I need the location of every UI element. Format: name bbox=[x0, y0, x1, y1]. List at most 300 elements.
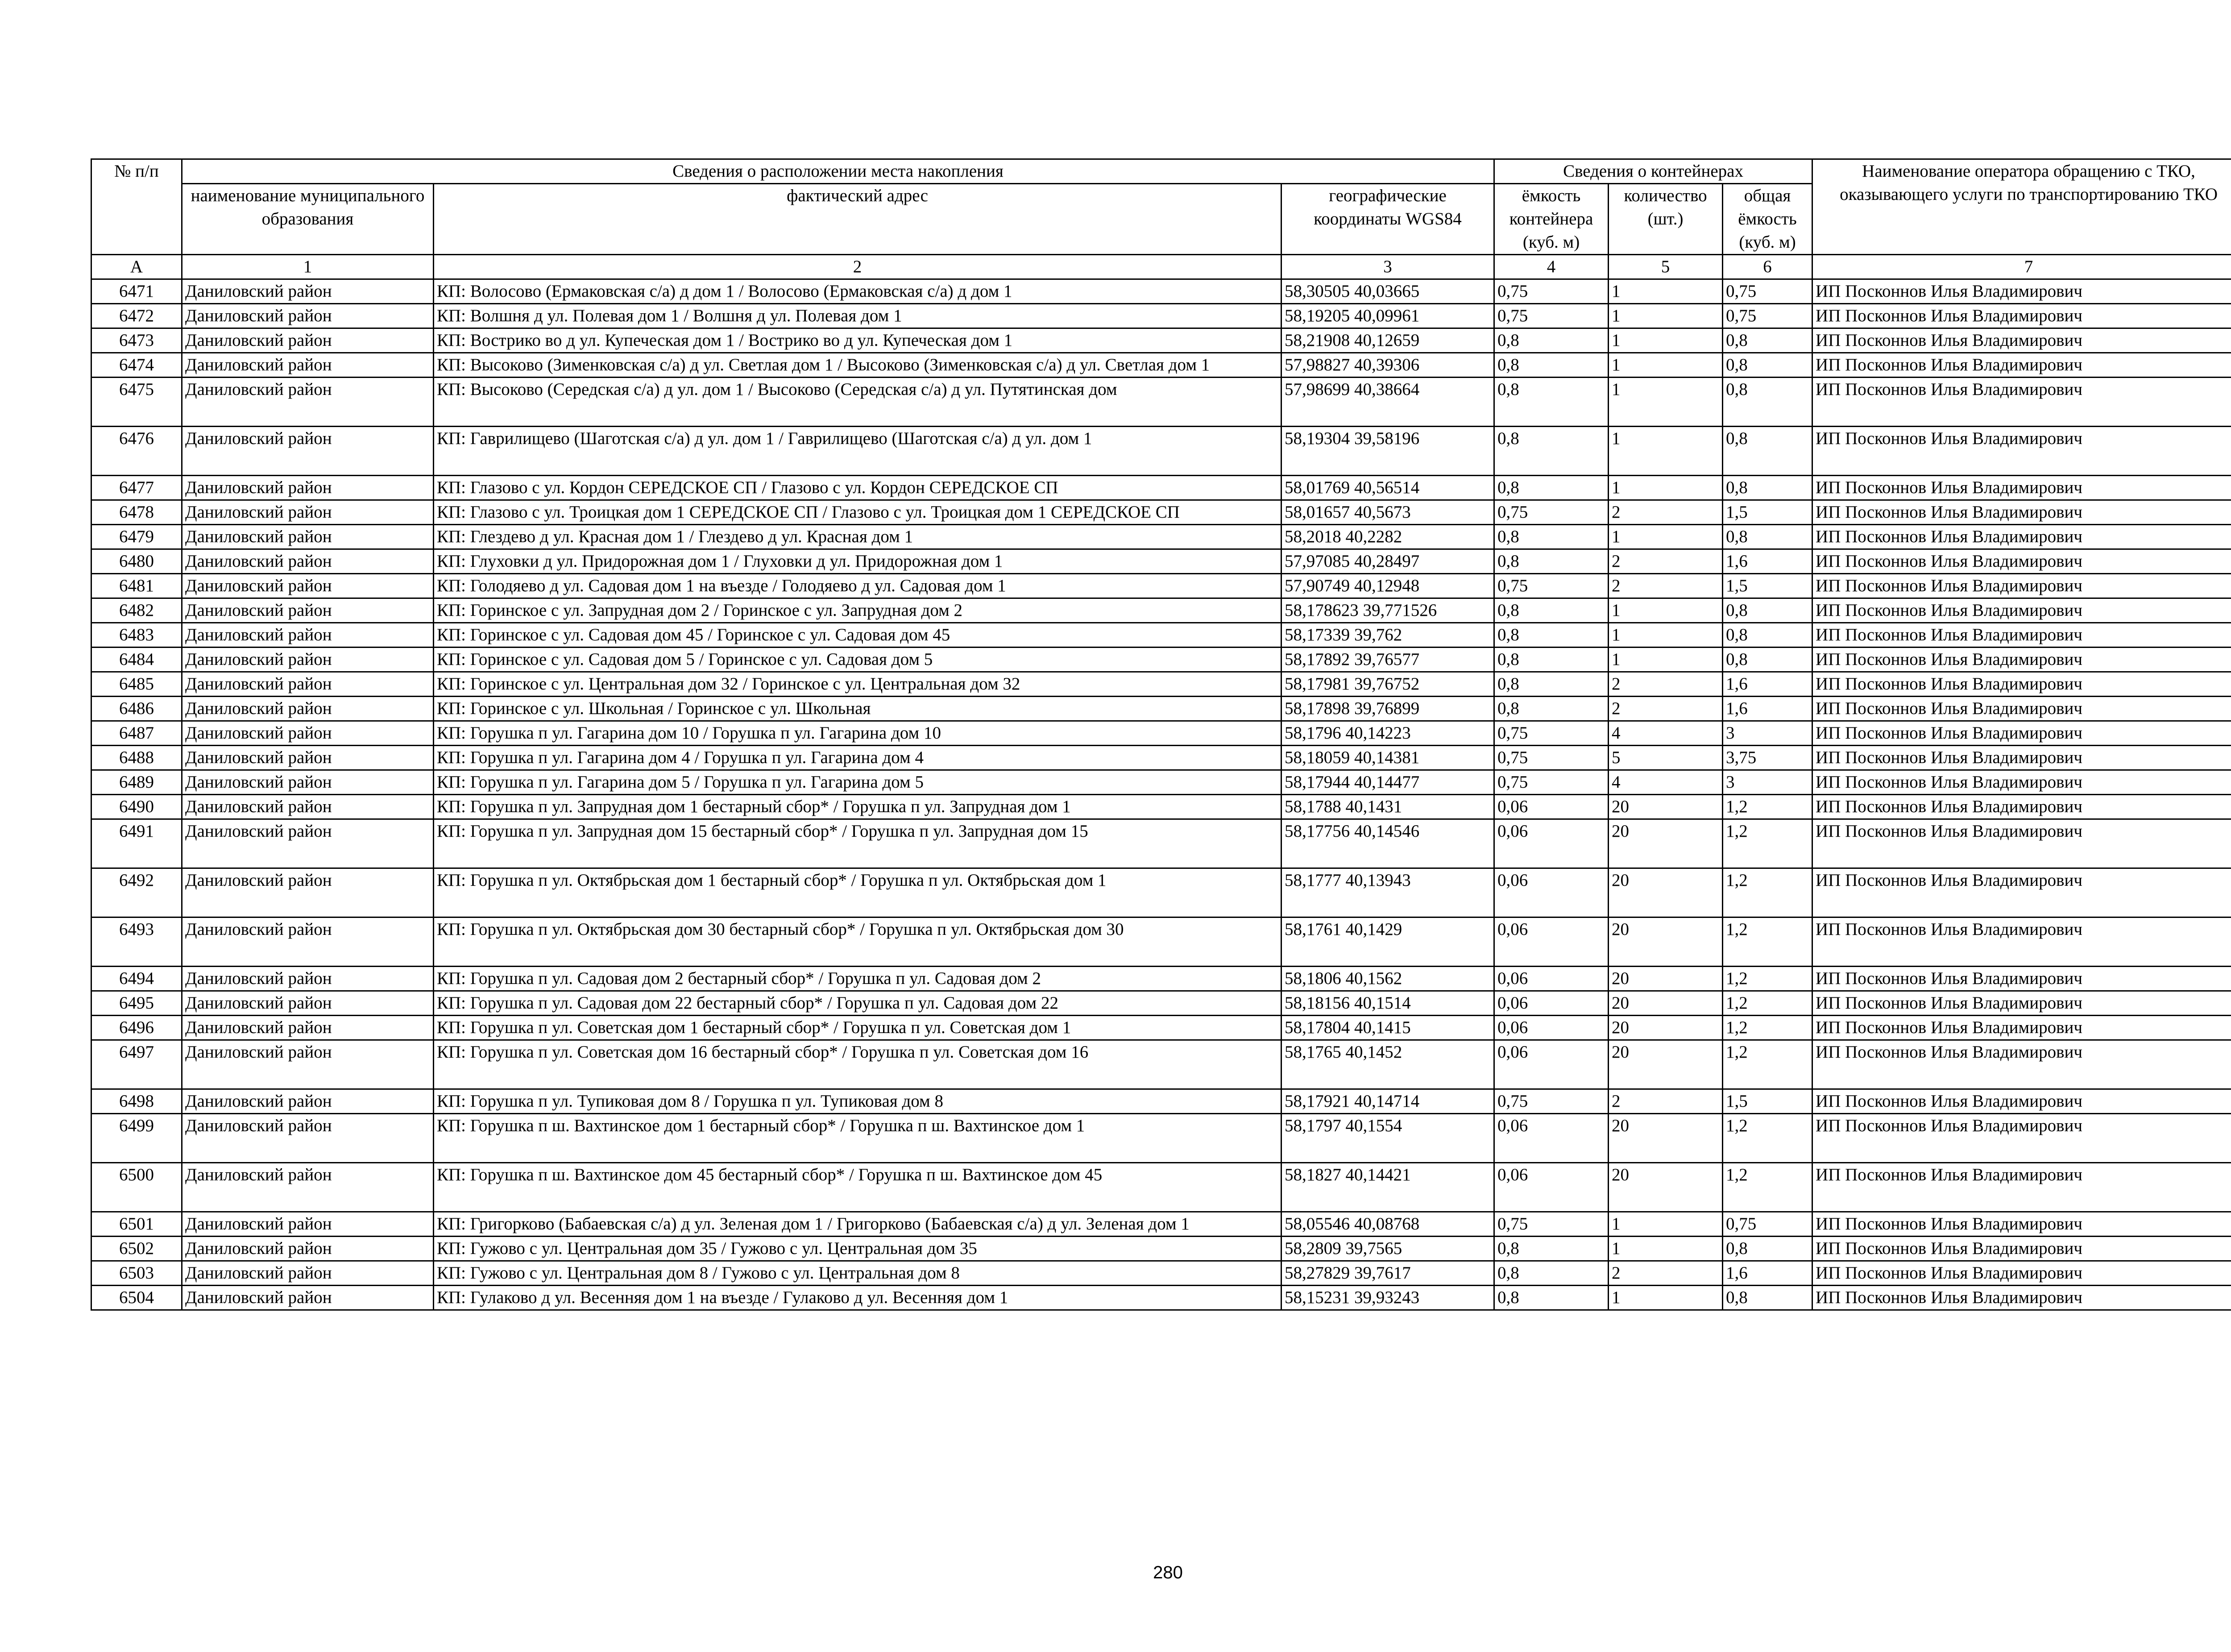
quantity-cell: 2 bbox=[1609, 500, 1723, 525]
total-capacity-cell: 0,75 bbox=[1723, 304, 1812, 328]
capacity-cell: 0,8 bbox=[1494, 1237, 1609, 1261]
total-capacity-cell: 1,2 bbox=[1723, 1114, 1812, 1163]
quantity-cell: 1 bbox=[1609, 353, 1723, 378]
capacity-cell: 0,75 bbox=[1494, 1212, 1609, 1237]
table-row bbox=[91, 623, 2231, 648]
address-cell: КП: Горинское с ул. Садовая дом 5 / Горинское с ул. Садовая дом 5 bbox=[434, 648, 1281, 672]
table-row bbox=[91, 328, 2231, 353]
capacity-cell: 0,8 bbox=[1494, 648, 1609, 672]
column-index: 6 bbox=[1723, 255, 1812, 279]
quantity-cell: 1 bbox=[1609, 525, 1723, 549]
row-number: 6471 bbox=[91, 279, 182, 304]
operator-cell: ИП Посконнов Илья Владимирович bbox=[1812, 697, 2231, 721]
operator-cell: ИП Посконнов Илья Владимирович bbox=[1812, 991, 2231, 1016]
capacity-cell: 0,75 bbox=[1494, 770, 1609, 795]
municipality-cell: Даниловский район bbox=[182, 1040, 434, 1089]
coordinates-cell: 58,2809 39,7565 bbox=[1281, 1237, 1494, 1261]
operator-cell: ИП Посконнов Илья Владимирович bbox=[1812, 770, 2231, 795]
coordinates-cell: 58,1796 40,14223 bbox=[1281, 721, 1494, 746]
operator-cell: ИП Посконнов Илья Владимирович bbox=[1812, 1016, 2231, 1040]
coordinates-cell: 58,1797 40,1554 bbox=[1281, 1114, 1494, 1163]
address-cell: КП: Горушка п ул. Гагарина дом 4 / Горушка п ул. Гагарина дом 4 bbox=[434, 746, 1281, 770]
quantity-cell: 2 bbox=[1609, 697, 1723, 721]
capacity-cell: 0,8 bbox=[1494, 476, 1609, 500]
address-cell: КП: Горушка п ул. Октябрьская дом 1 бестарный сбор* / Горушка п ул. Октябрьская дом 1 bbox=[434, 868, 1281, 917]
quantity-cell: 1 bbox=[1609, 304, 1723, 328]
column-index: 4 bbox=[1494, 255, 1609, 279]
address-cell: КП: Гужово с ул. Центральная дом 8 / Гужово с ул. Центральная дом 8 bbox=[434, 1261, 1281, 1286]
coordinates-cell: 58,05546 40,08768 bbox=[1281, 1212, 1494, 1237]
quantity-cell: 20 bbox=[1609, 1040, 1723, 1089]
table-row bbox=[91, 1261, 2231, 1286]
row-number: 6502 bbox=[91, 1237, 182, 1261]
municipality-cell: Даниловский район bbox=[182, 328, 434, 353]
total-capacity-cell: 3 bbox=[1723, 721, 1812, 746]
row-number: 6472 bbox=[91, 304, 182, 328]
row-number: 6476 bbox=[91, 427, 182, 476]
row-number: 6501 bbox=[91, 1212, 182, 1237]
total-capacity-cell: 1,2 bbox=[1723, 917, 1812, 967]
address-cell: КП: Горушка п ш. Вахтинское дом 1 бестарный сбор* / Горушка п ш. Вахтинское дом 1 bbox=[434, 1114, 1281, 1163]
municipality-cell: Даниловский район bbox=[182, 476, 434, 500]
address-cell: КП: Горинское с ул. Центральная дом 32 / Горинское с ул. Центральная дом 32 bbox=[434, 672, 1281, 697]
total-capacity-cell: 0,8 bbox=[1723, 623, 1812, 648]
capacity-cell: 0,75 bbox=[1494, 746, 1609, 770]
address-cell: КП: Глуховки д ул. Придорожная дом 1 / Глуховки д ул. Придорожная дом 1 bbox=[434, 549, 1281, 574]
row-number: 6482 bbox=[91, 598, 182, 623]
total-capacity-cell: 1,6 bbox=[1723, 697, 1812, 721]
municipality-cell: Даниловский район bbox=[182, 1163, 434, 1212]
quantity-cell: 1 bbox=[1609, 1212, 1723, 1237]
coordinates-cell: 58,01657 40,5673 bbox=[1281, 500, 1494, 525]
operator-cell: ИП Посконнов Илья Владимирович bbox=[1812, 1163, 2231, 1212]
quantity-cell: 20 bbox=[1609, 1114, 1723, 1163]
column-index: 3 bbox=[1281, 255, 1494, 279]
table-row bbox=[91, 353, 2231, 378]
coordinates-cell: 57,97085 40,28497 bbox=[1281, 549, 1494, 574]
address-cell: КП: Горушка п ул. Садовая дом 22 бестарный сбор* / Горушка п ул. Садовая дом 22 bbox=[434, 991, 1281, 1016]
header-row-1 bbox=[91, 159, 2231, 184]
total-capacity-cell: 0,75 bbox=[1723, 1212, 1812, 1237]
operator-cell: ИП Посконнов Илья Владимирович bbox=[1812, 328, 2231, 353]
address-cell: КП: Горушка п ул. Советская дом 1 бестарный сбор* / Горушка п ул. Советская дом 1 bbox=[434, 1016, 1281, 1040]
coordinates-cell: 58,19205 40,09961 bbox=[1281, 304, 1494, 328]
table-row bbox=[91, 500, 2231, 525]
coordinates-cell: 58,27829 39,7617 bbox=[1281, 1261, 1494, 1286]
address-cell: КП: Вострико во д ул. Купеческая дом 1 / Вострико во д ул. Купеческая дом 1 bbox=[434, 328, 1281, 353]
coordinates-cell: 58,18059 40,14381 bbox=[1281, 746, 1494, 770]
coordinates-cell: 58,2018 40,2282 bbox=[1281, 525, 1494, 549]
capacity-cell: 0,8 bbox=[1494, 672, 1609, 697]
table-row bbox=[91, 991, 2231, 1016]
table-row bbox=[91, 476, 2231, 500]
capacity-cell: 0,8 bbox=[1494, 697, 1609, 721]
municipality-cell: Даниловский район bbox=[182, 672, 434, 697]
quantity-cell: 1 bbox=[1609, 427, 1723, 476]
table-row bbox=[91, 378, 2231, 427]
coordinates-cell: 58,17921 40,14714 bbox=[1281, 1089, 1494, 1114]
capacity-cell: 0,06 bbox=[1494, 967, 1609, 991]
coordinates-cell: 58,18156 40,1514 bbox=[1281, 991, 1494, 1016]
municipality-cell: Даниловский район bbox=[182, 648, 434, 672]
municipality-cell: Даниловский район bbox=[182, 378, 434, 427]
operator-cell: ИП Посконнов Илья Владимирович bbox=[1812, 721, 2231, 746]
municipality-cell: Даниловский район bbox=[182, 598, 434, 623]
header-coords: географические координаты WGS84 bbox=[1281, 184, 1494, 255]
capacity-cell: 0,75 bbox=[1494, 574, 1609, 598]
capacity-cell: 0,06 bbox=[1494, 1016, 1609, 1040]
quantity-cell: 1 bbox=[1609, 476, 1723, 500]
operator-cell: ИП Посконнов Илья Владимирович bbox=[1812, 917, 2231, 967]
municipality-cell: Даниловский район bbox=[182, 721, 434, 746]
capacity-cell: 0,06 bbox=[1494, 795, 1609, 819]
operator-cell: ИП Посконнов Илья Владимирович bbox=[1812, 476, 2231, 500]
table-row bbox=[91, 770, 2231, 795]
municipality-cell: Даниловский район bbox=[182, 868, 434, 917]
quantity-cell: 5 bbox=[1609, 746, 1723, 770]
page-number: 280 bbox=[1153, 1563, 1183, 1582]
coordinates-cell: 58,17898 39,76899 bbox=[1281, 697, 1494, 721]
operator-cell: ИП Посконнов Илья Владимирович bbox=[1812, 598, 2231, 623]
municipality-cell: Даниловский район bbox=[182, 427, 434, 476]
operator-cell: ИП Посконнов Илья Владимирович bbox=[1812, 427, 2231, 476]
operator-cell: ИП Посконнов Илья Владимирович bbox=[1812, 500, 2231, 525]
coordinates-cell: 58,1827 40,14421 bbox=[1281, 1163, 1494, 1212]
capacity-cell: 0,8 bbox=[1494, 328, 1609, 353]
municipality-cell: Даниловский район bbox=[182, 795, 434, 819]
operator-cell: ИП Посконнов Илья Владимирович bbox=[1812, 1237, 2231, 1261]
capacity-cell: 0,06 bbox=[1494, 917, 1609, 967]
row-number: 6477 bbox=[91, 476, 182, 500]
operator-cell: ИП Посконнов Илья Владимирович bbox=[1812, 1212, 2231, 1237]
address-cell: КП: Горушка п ул. Тупиковая дом 8 / Горушка п ул. Тупиковая дом 8 bbox=[434, 1089, 1281, 1114]
table-row bbox=[91, 304, 2231, 328]
table-row bbox=[91, 549, 2231, 574]
quantity-cell: 4 bbox=[1609, 770, 1723, 795]
quantity-cell: 2 bbox=[1609, 549, 1723, 574]
row-number: 6491 bbox=[91, 819, 182, 868]
table-row bbox=[91, 1163, 2231, 1212]
municipality-cell: Даниловский район bbox=[182, 500, 434, 525]
coordinates-cell: 58,17981 39,76752 bbox=[1281, 672, 1494, 697]
row-number: 6479 bbox=[91, 525, 182, 549]
coordinates-cell: 58,1788 40,1431 bbox=[1281, 795, 1494, 819]
address-cell: КП: Григорково (Бабаевская с/а) д ул. Зеленая дом 1 / Григорково (Бабаевская с/а) д ул. Зеленая дом 1 bbox=[434, 1212, 1281, 1237]
capacity-cell: 0,8 bbox=[1494, 353, 1609, 378]
operator-cell: ИП Посконнов Илья Владимирович bbox=[1812, 819, 2231, 868]
address-cell: КП: Горушка п ул. Гагарина дом 10 / Горушка п ул. Гагарина дом 10 bbox=[434, 721, 1281, 746]
municipality-cell: Даниловский район bbox=[182, 770, 434, 795]
row-number: 6478 bbox=[91, 500, 182, 525]
column-index: 1 bbox=[182, 255, 434, 279]
total-capacity-cell: 1,6 bbox=[1723, 1261, 1812, 1286]
capacity-cell: 0,8 bbox=[1494, 525, 1609, 549]
municipality-cell: Даниловский район bbox=[182, 917, 434, 967]
total-capacity-cell: 0,8 bbox=[1723, 427, 1812, 476]
quantity-cell: 20 bbox=[1609, 1163, 1723, 1212]
coordinates-cell: 58,1765 40,1452 bbox=[1281, 1040, 1494, 1089]
address-cell: КП: Глазово с ул. Кордон СЕРЕДСКОЕ СП / Глазово с ул. Кордон СЕРЕДСКОЕ СП bbox=[434, 476, 1281, 500]
address-cell: КП: Высоково (Зименковская с/а) д ул. Светлая дом 1 / Высоково (Зименковская с/а) д ул. Светлая дом 1 bbox=[434, 353, 1281, 378]
quantity-cell: 1 bbox=[1609, 279, 1723, 304]
operator-cell: ИП Посконнов Илья Владимирович bbox=[1812, 353, 2231, 378]
municipality-cell: Даниловский район bbox=[182, 1114, 434, 1163]
operator-cell: ИП Посконнов Илья Владимирович bbox=[1812, 1261, 2231, 1286]
total-capacity-cell: 3 bbox=[1723, 770, 1812, 795]
quantity-cell: 4 bbox=[1609, 721, 1723, 746]
address-cell: КП: Горушка п ул. Октябрьская дом 30 бестарный сбор* / Горушка п ул. Октябрьская дом 30 bbox=[434, 917, 1281, 967]
address-cell: КП: Глездево д ул. Красная дом 1 / Глездево д ул. Красная дом 1 bbox=[434, 525, 1281, 549]
header-address: фактический адрес bbox=[434, 184, 1281, 255]
row-number: 6475 bbox=[91, 378, 182, 427]
operator-cell: ИП Посконнов Илья Владимирович bbox=[1812, 672, 2231, 697]
address-cell: КП: Горушка п ул. Гагарина дом 5 / Горушка п ул. Гагарина дом 5 bbox=[434, 770, 1281, 795]
address-cell: КП: Волшня д ул. Полевая дом 1 / Волшня д ул. Полевая дом 1 bbox=[434, 304, 1281, 328]
address-cell: КП: Глазово с ул. Троицкая дом 1 СЕРЕДСКОЕ СП / Глазово с ул. Троицкая дом 1 СЕРЕДСКОЕ СП bbox=[434, 500, 1281, 525]
column-index-row bbox=[91, 255, 2231, 279]
municipality-cell: Даниловский район bbox=[182, 819, 434, 868]
address-cell: КП: Гужово с ул. Центральная дом 35 / Гужово с ул. Центральная дом 35 bbox=[434, 1237, 1281, 1261]
total-capacity-cell: 1,5 bbox=[1723, 574, 1812, 598]
column-index: 2 bbox=[434, 255, 1281, 279]
address-cell: КП: Горинское с ул. Школьная / Горинское с ул. Школьная bbox=[434, 697, 1281, 721]
municipality-cell: Даниловский район bbox=[182, 1286, 434, 1310]
operator-cell: ИП Посконнов Илья Владимирович bbox=[1812, 574, 2231, 598]
total-capacity-cell: 0,8 bbox=[1723, 328, 1812, 353]
registry-table bbox=[91, 158, 2231, 1311]
quantity-cell: 1 bbox=[1609, 1237, 1723, 1261]
quantity-cell: 2 bbox=[1609, 1261, 1723, 1286]
municipality-cell: Даниловский район bbox=[182, 525, 434, 549]
capacity-cell: 0,8 bbox=[1494, 427, 1609, 476]
total-capacity-cell: 1,6 bbox=[1723, 672, 1812, 697]
total-capacity-cell: 1,2 bbox=[1723, 1163, 1812, 1212]
address-cell: КП: Голодяево д ул. Садовая дом 1 на въезде / Голодяево д ул. Садовая дом 1 bbox=[434, 574, 1281, 598]
coordinates-cell: 58,17756 40,14546 bbox=[1281, 819, 1494, 868]
capacity-cell: 0,06 bbox=[1494, 1040, 1609, 1089]
municipality-cell: Даниловский район bbox=[182, 623, 434, 648]
table-row bbox=[91, 1237, 2231, 1261]
total-capacity-cell: 0,75 bbox=[1723, 279, 1812, 304]
coordinates-cell: 58,15231 39,93243 bbox=[1281, 1286, 1494, 1310]
total-capacity-cell: 1,2 bbox=[1723, 1040, 1812, 1089]
address-cell: КП: Горинское с ул. Запрудная дом 2 / Горинское с ул. Запрудная дом 2 bbox=[434, 598, 1281, 623]
operator-cell: ИП Посконнов Илья Владимирович bbox=[1812, 648, 2231, 672]
address-cell: КП: Горушка п ул. Запрудная дом 15 бестарный сбор* / Горушка п ул. Запрудная дом 15 bbox=[434, 819, 1281, 868]
row-number: 6493 bbox=[91, 917, 182, 967]
table-row bbox=[91, 967, 2231, 991]
row-number: 6488 bbox=[91, 746, 182, 770]
header-total: общая ёмкость (куб. м) bbox=[1723, 184, 1812, 255]
quantity-cell: 2 bbox=[1609, 574, 1723, 598]
table-row bbox=[91, 746, 2231, 770]
total-capacity-cell: 0,8 bbox=[1723, 648, 1812, 672]
total-capacity-cell: 1,2 bbox=[1723, 868, 1812, 917]
coordinates-cell: 58,01769 40,56514 bbox=[1281, 476, 1494, 500]
row-number: 6480 bbox=[91, 549, 182, 574]
address-cell: КП: Горушка п ш. Вахтинское дом 45 бестарный сбор* / Горушка п ш. Вахтинское дом 45 bbox=[434, 1163, 1281, 1212]
row-number: 6487 bbox=[91, 721, 182, 746]
municipality-cell: Даниловский район bbox=[182, 279, 434, 304]
operator-cell: ИП Посконнов Илья Владимирович bbox=[1812, 1114, 2231, 1163]
address-cell: КП: Горушка п ул. Садовая дом 2 бестарный сбор* / Горушка п ул. Садовая дом 2 bbox=[434, 967, 1281, 991]
table-row bbox=[91, 1040, 2231, 1089]
capacity-cell: 0,06 bbox=[1494, 819, 1609, 868]
row-number: 6474 bbox=[91, 353, 182, 378]
coordinates-cell: 58,1777 40,13943 bbox=[1281, 868, 1494, 917]
table-row bbox=[91, 721, 2231, 746]
quantity-cell: 20 bbox=[1609, 868, 1723, 917]
header-operator: Наименование оператора обращению с ТКО, оказывающего услуги по транспортированию ТКО bbox=[1812, 159, 2231, 255]
capacity-cell: 0,06 bbox=[1494, 991, 1609, 1016]
operator-cell: ИП Посконнов Илья Владимирович bbox=[1812, 525, 2231, 549]
capacity-cell: 0,06 bbox=[1494, 1163, 1609, 1212]
total-capacity-cell: 0,8 bbox=[1723, 1237, 1812, 1261]
row-number: 6494 bbox=[91, 967, 182, 991]
row-number: 6481 bbox=[91, 574, 182, 598]
table-row bbox=[91, 1016, 2231, 1040]
operator-cell: ИП Посконнов Илья Владимирович bbox=[1812, 279, 2231, 304]
coordinates-cell: 58,178623 39,771526 bbox=[1281, 598, 1494, 623]
operator-cell: ИП Посконнов Илья Владимирович bbox=[1812, 304, 2231, 328]
quantity-cell: 20 bbox=[1609, 795, 1723, 819]
coordinates-cell: 58,17892 39,76577 bbox=[1281, 648, 1494, 672]
table-row bbox=[91, 279, 2231, 304]
total-capacity-cell: 1,2 bbox=[1723, 967, 1812, 991]
coordinates-cell: 58,30505 40,03665 bbox=[1281, 279, 1494, 304]
capacity-cell: 0,75 bbox=[1494, 721, 1609, 746]
row-number: 6483 bbox=[91, 623, 182, 648]
row-number: 6492 bbox=[91, 868, 182, 917]
table-row bbox=[91, 1212, 2231, 1237]
row-number: 6504 bbox=[91, 1286, 182, 1310]
quantity-cell: 20 bbox=[1609, 1016, 1723, 1040]
coordinates-cell: 58,17944 40,14477 bbox=[1281, 770, 1494, 795]
row-number: 6497 bbox=[91, 1040, 182, 1089]
total-capacity-cell: 0,8 bbox=[1723, 353, 1812, 378]
total-capacity-cell: 0,8 bbox=[1723, 378, 1812, 427]
capacity-cell: 0,8 bbox=[1494, 1286, 1609, 1310]
operator-cell: ИП Посконнов Илья Владимирович bbox=[1812, 378, 2231, 427]
total-capacity-cell: 0,8 bbox=[1723, 1286, 1812, 1310]
address-cell: КП: Волосово (Ермаковская с/а) д дом 1 / Волосово (Ермаковская с/а) д дом 1 bbox=[434, 279, 1281, 304]
coordinates-cell: 58,1761 40,1429 bbox=[1281, 917, 1494, 967]
coordinates-cell: 58,19304 39,58196 bbox=[1281, 427, 1494, 476]
row-number: 6499 bbox=[91, 1114, 182, 1163]
coordinates-cell: 57,90749 40,12948 bbox=[1281, 574, 1494, 598]
header-num: № п/п bbox=[91, 159, 182, 255]
row-number: 6490 bbox=[91, 795, 182, 819]
total-capacity-cell: 1,5 bbox=[1723, 1089, 1812, 1114]
address-cell: КП: Горинское с ул. Садовая дом 45 / Горинское с ул. Садовая дом 45 bbox=[434, 623, 1281, 648]
table-row bbox=[91, 1114, 2231, 1163]
row-number: 6473 bbox=[91, 328, 182, 353]
operator-cell: ИП Посконнов Илья Владимирович bbox=[1812, 795, 2231, 819]
row-number: 6500 bbox=[91, 1163, 182, 1212]
total-capacity-cell: 0,8 bbox=[1723, 476, 1812, 500]
quantity-cell: 20 bbox=[1609, 917, 1723, 967]
row-number: 6485 bbox=[91, 672, 182, 697]
operator-cell: ИП Посконнов Илья Владимирович bbox=[1812, 1040, 2231, 1089]
total-capacity-cell: 1,2 bbox=[1723, 819, 1812, 868]
municipality-cell: Даниловский район bbox=[182, 746, 434, 770]
capacity-cell: 0,8 bbox=[1494, 623, 1609, 648]
row-number: 6484 bbox=[91, 648, 182, 672]
municipality-cell: Даниловский район bbox=[182, 574, 434, 598]
total-capacity-cell: 0,8 bbox=[1723, 525, 1812, 549]
table-row bbox=[91, 697, 2231, 721]
quantity-cell: 2 bbox=[1609, 1089, 1723, 1114]
table-row bbox=[91, 1286, 2231, 1310]
quantity-cell: 1 bbox=[1609, 328, 1723, 353]
header-municipality: наименование муниципального образования bbox=[182, 184, 434, 255]
municipality-cell: Даниловский район bbox=[182, 1016, 434, 1040]
operator-cell: ИП Посконнов Илья Владимирович bbox=[1812, 549, 2231, 574]
total-capacity-cell: 3,75 bbox=[1723, 746, 1812, 770]
capacity-cell: 0,75 bbox=[1494, 304, 1609, 328]
header-containers-group: Сведения о контейнерах bbox=[1494, 159, 1812, 184]
municipality-cell: Даниловский район bbox=[182, 549, 434, 574]
total-capacity-cell: 1,2 bbox=[1723, 1016, 1812, 1040]
address-cell: КП: Гаврилищево (Шаготская с/а) д ул. дом 1 / Гаврилищево (Шаготская с/а) д ул. дом 1 bbox=[434, 427, 1281, 476]
table-row bbox=[91, 1089, 2231, 1114]
quantity-cell: 20 bbox=[1609, 819, 1723, 868]
address-cell: КП: Высоково (Середская с/а) д ул. дом 1 / Высоково (Середская с/а) д ул. Путятинская дом bbox=[434, 378, 1281, 427]
total-capacity-cell: 0,8 bbox=[1723, 598, 1812, 623]
capacity-cell: 0,75 bbox=[1494, 1089, 1609, 1114]
row-number: 6498 bbox=[91, 1089, 182, 1114]
coordinates-cell: 58,1806 40,1562 bbox=[1281, 967, 1494, 991]
row-number: 6503 bbox=[91, 1261, 182, 1286]
table-row bbox=[91, 598, 2231, 623]
quantity-cell: 1 bbox=[1609, 378, 1723, 427]
operator-cell: ИП Посконнов Илья Владимирович bbox=[1812, 868, 2231, 917]
total-capacity-cell: 1,6 bbox=[1723, 549, 1812, 574]
operator-cell: ИП Посконнов Илья Владимирович bbox=[1812, 623, 2231, 648]
table-row bbox=[91, 819, 2231, 868]
quantity-cell: 1 bbox=[1609, 1286, 1723, 1310]
table-row bbox=[91, 868, 2231, 917]
capacity-cell: 0,8 bbox=[1494, 1261, 1609, 1286]
row-number: 6495 bbox=[91, 991, 182, 1016]
municipality-cell: Даниловский район bbox=[182, 1212, 434, 1237]
capacity-cell: 0,8 bbox=[1494, 598, 1609, 623]
table-row bbox=[91, 917, 2231, 967]
coordinates-cell: 57,98699 40,38664 bbox=[1281, 378, 1494, 427]
capacity-cell: 0,75 bbox=[1494, 279, 1609, 304]
table-row bbox=[91, 672, 2231, 697]
address-cell: КП: Горушка п ул. Запрудная дом 1 бестарный сбор* / Горушка п ул. Запрудная дом 1 bbox=[434, 795, 1281, 819]
capacity-cell: 0,06 bbox=[1494, 868, 1609, 917]
column-index: A bbox=[91, 255, 182, 279]
operator-cell: ИП Посконнов Илья Владимирович bbox=[1812, 1089, 2231, 1114]
coordinates-cell: 58,21908 40,12659 bbox=[1281, 328, 1494, 353]
total-capacity-cell: 1,5 bbox=[1723, 500, 1812, 525]
header-quantity: количество (шт.) bbox=[1609, 184, 1723, 255]
table-row bbox=[91, 427, 2231, 476]
capacity-cell: 0,8 bbox=[1494, 378, 1609, 427]
coordinates-cell: 57,98827 40,39306 bbox=[1281, 353, 1494, 378]
operator-cell: ИП Посконнов Илья Владимирович bbox=[1812, 1286, 2231, 1310]
municipality-cell: Даниловский район bbox=[182, 967, 434, 991]
column-index: 7 bbox=[1812, 255, 2231, 279]
capacity-cell: 0,75 bbox=[1494, 500, 1609, 525]
municipality-cell: Даниловский район bbox=[182, 697, 434, 721]
header-location-group: Сведения о расположении места накопления bbox=[182, 159, 1494, 184]
table-body bbox=[91, 279, 2231, 1310]
table-row bbox=[91, 525, 2231, 549]
table-row bbox=[91, 795, 2231, 819]
